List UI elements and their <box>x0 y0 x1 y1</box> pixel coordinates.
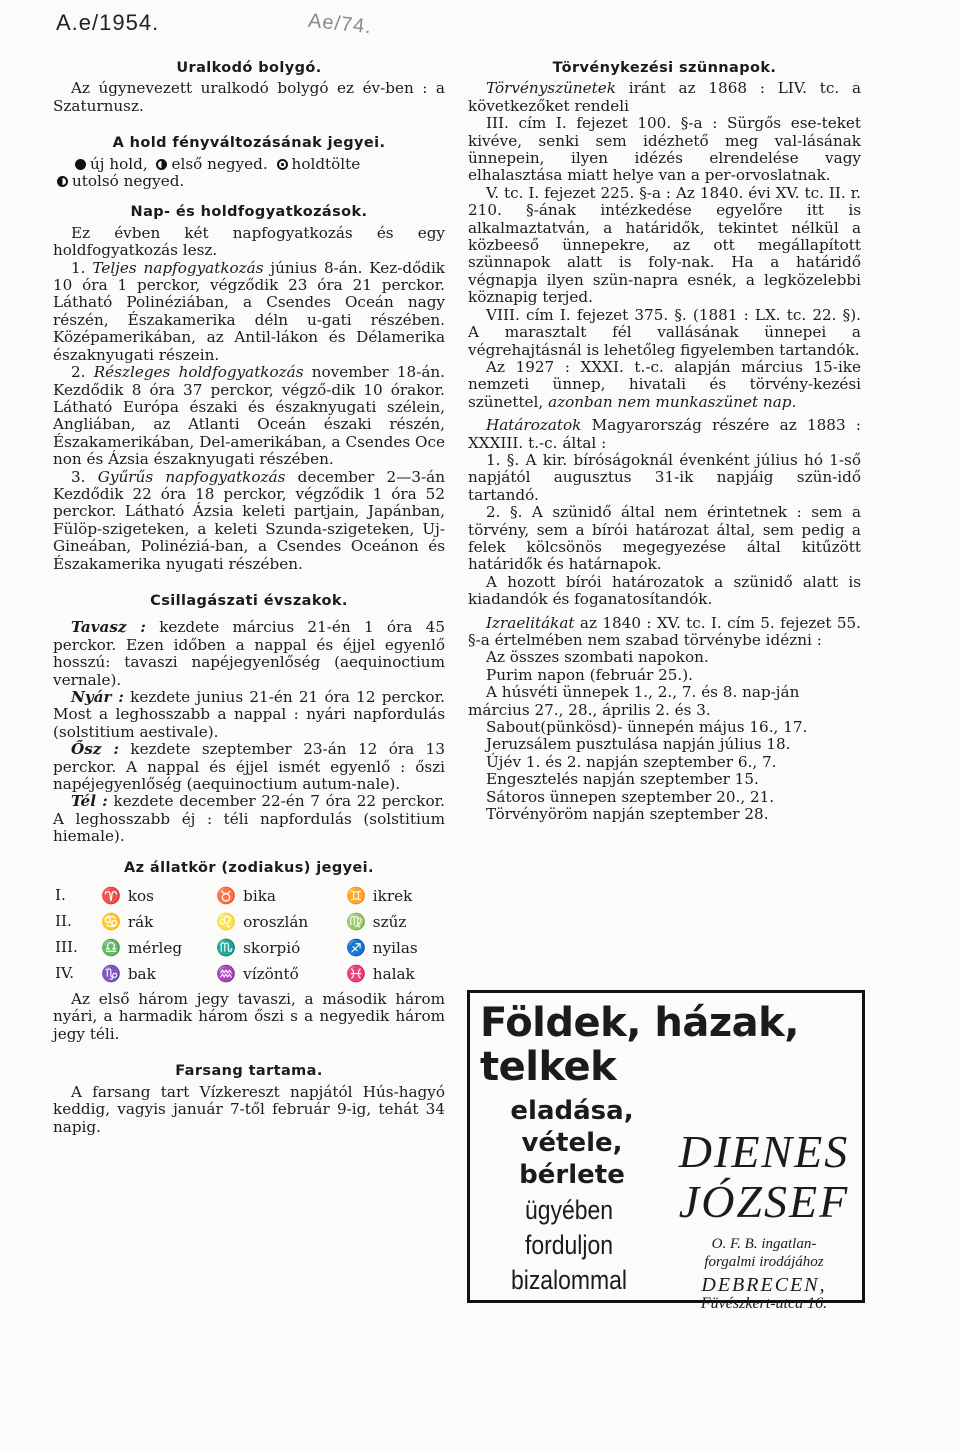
aries-icon: ♈ <box>101 885 121 905</box>
court-p2: III. cím I. fejezet 100. §-a : Sürgős ese-teket kivéve, senki sem idézhető meg val-lásának ünnepein, ilyen idézés elrendelése vagy elhalasztása miatt helye van a per-orvoslatnak. <box>468 114 861 185</box>
zodiac-heading: Az állatkör (zodiakus) jegyei. <box>124 859 374 876</box>
eclipse-2: 2. Részleges holdfogyatkozás november 18-án. Kezdődik 8 óra 37 perckor, végző-dik 10 órakor. Látható Európa északi és északnyugati szélein, Angliában, az Atlanti Oceán északi részén, Északamerikában, Del-amerikában, a Csendes Oce non és Ázsia északnyugati részében. <box>53 363 445 469</box>
season-autumn: Ősz : kezdete szeptember 23-án 12 óra 13 perckor. A nappal és éjjel ismét egyenlő : őszi napéjegyenlőség (aequinoctium autum-nale). <box>53 740 445 794</box>
left-column <box>53 60 445 1136</box>
eclipses-heading: Nap- és holdfogyatkozások. <box>130 204 368 221</box>
carnival-heading: Farsang tartama. <box>175 1063 323 1080</box>
list-item: Törvényöröm napján szeptember 28. <box>486 805 769 824</box>
court-p3: V. tc. I. fejezet 225. §-a : Az 1840. évi XV. tc. II. r. 210. §-ának intézkedése egyelőre itt is alkalmaztatván, a határidők, tekintet nélkül a közbeeső ünnepekre, az ott megállapított szünnapok alatt is foly-nak. Ha a határidő végnapja ilyen szün-napra esnék, a legközelebbi köznapig terjed. <box>468 183 861 307</box>
carnival-text: A farsang tart Vízkereszt napjától Hús-hagyó keddig, vagyis január 7-től február 9-ig, tehát 34 napig. <box>53 1082 445 1136</box>
zodiac-row: III. ♎ mérleg ♏ skorpió ♐ nyilas <box>55 937 418 957</box>
ad-call-to-action: ügyében forduljon bizalommal <box>510 1195 628 1295</box>
list-item: Engesztelés napján szeptember 15. <box>486 770 759 789</box>
sagittarius-icon: ♐ <box>346 937 366 957</box>
season-summer: Nyár : kezdete junius 21-én 21 óra 12 perckor. Most a leghosszabb a nappal : nyári napfordulás (solstitium aestivale). <box>53 688 445 741</box>
first-quarter-moon-icon <box>156 159 167 170</box>
court-p7: 1. §. A kir. bíróságoknál évenként július hó 1-ső napjától augusztus 31-ik napjáig szün-idő tartandó. <box>468 450 861 504</box>
list-item: Sátoros ünnepen szeptember 20., 21. <box>486 787 775 806</box>
taurus-icon: ♉ <box>216 885 237 905</box>
zodiac-row: I. ♈ kos ♉ bika ♊ ikrek <box>55 885 413 905</box>
court-p4: VIII. cím I. fejezet 375. §. (1881 : LX. tc. 22. §). A marasztalt fél vallásának ünnepei a végrehajtásnál is lehetőleg figyelemben tartandók. <box>468 305 861 359</box>
seasons-heading: Csillagászati évszakok. <box>150 592 348 609</box>
ruling-planet-text: Az úgynevezett uralkodó bolygó ez év-ben : a Szaturnusz. <box>53 79 445 115</box>
list-item: Purim napon (február 25.). <box>486 665 694 684</box>
capricorn-icon: ♑ <box>101 963 121 983</box>
scorpio-icon: ♏ <box>216 937 237 957</box>
last-quarter-label: utolsó negyed. <box>72 172 185 191</box>
zodiac-note: Az első három jegy tavaszi, a második három nyári, a harmadik három őszi s a negyedik három jegy téli. <box>53 990 445 1043</box>
eclipse-1: 1. Teljes napfogyatkozás június 8-án. Kez-dődik 10 óra 1 perckor, végződik 23 óra 21 perckor. Látható Polinéziában, a Csendes Oceán nagy részén, Északamerika déln u-gati részében. Középamerikában, az Antil-lákon és Délamerika északnyugati részein. <box>53 258 446 364</box>
zodiac-row: IV. ♑ bak ♒ vízöntő ♓ halak <box>55 963 415 983</box>
ad-city: DEBRECEN, <box>701 1274 827 1296</box>
full-moon-icon <box>277 159 288 170</box>
jewish-holidays-list <box>468 649 861 823</box>
zodiac-row: II. ♋ rák ♌ oroszlán ♍ szűz <box>55 911 407 931</box>
ad-headline: Földek, házak, telkek <box>480 1000 799 1090</box>
list-item: Jeruzsálem pusztulása napján július 18. <box>486 735 791 754</box>
ruling-planet-heading: Uralkodó bolygó. <box>176 60 322 76</box>
season-spring: Tavasz : kezdete március 21-én 1 óra 45 perckor. Ezen időben a nappal és éjjel egyenlő hosszú: tavaszi napéjegyenlőség (aequinoctium vernale). <box>53 618 445 689</box>
list-item: Újév 1. és 2. napján szeptember 6., 7. <box>486 752 777 771</box>
archive-reference-mark: A.e/1954. <box>56 10 160 35</box>
court-p6: Határozatok Magyarország részére az 1883 : XXXIII. t.-c. által : <box>468 416 861 452</box>
new-moon-icon <box>75 159 86 170</box>
season-winter: Tél : kezdete december 22-én 7 óra 22 perckor. A leghosszabb éj : téli napfordulás (solstitium hiemale). <box>53 792 446 846</box>
ad-services: eladása, vétele, bérlete <box>510 1096 634 1190</box>
virgo-icon: ♍ <box>346 911 366 931</box>
ad-agent-name: DIENES JÓZSEF <box>678 1126 850 1227</box>
court-p10: Izraelitákat az 1840 : XV. tc. I. cím 5. fejezet 55. §-a értelmében nem szabad törvénybe idézni : <box>468 613 862 649</box>
ad-agency: O. F. B. ingatlan- forgalmi irodájához <box>704 1236 824 1270</box>
pisces-icon: ♓ <box>346 963 366 983</box>
court-p8: 2. §. A szünidő által nem érintetnek : sem a törvény, sem a bírói határozat által, sem pedig a felek kölcsönös megegyezése által kitűzött határidők és határnapok. <box>468 503 861 574</box>
court-p5: Az 1927 : XXXI. t.-c. alapján március 15-ike nemzeti ünnep, hivatali és törvény-kezési szünettel, azonban nem munkaszünet nap. <box>468 357 861 411</box>
gemini-icon: ♊ <box>346 885 366 905</box>
aquarius-icon: ♒ <box>216 963 237 983</box>
real-estate-advertisement <box>467 990 865 1312</box>
libra-icon: ♎ <box>101 937 121 957</box>
eclipses-intro: Ez évben két napfogyatkozás és egy holdfogyatkozás lesz. <box>53 223 445 260</box>
court-p1: Törvényszünetek iránt az 1868 : LIV. tc. a következőket rendeli <box>468 79 861 115</box>
court-p9: A hozott bírói határozatok a szünidő alatt is kiadandók és foganatosítandók. <box>468 572 861 609</box>
moon-phases-heading: A hold fényváltozásának jegyei. <box>112 135 386 152</box>
list-item: A húsvéti ünnepek 1., 2., 7. és 8. nap-ján március 27., 28., április 2. és 3. <box>468 683 800 719</box>
zodiac-table <box>53 883 445 987</box>
court-holidays-heading: Törvénykezési szünnapok. <box>552 60 777 76</box>
right-column <box>468 60 861 823</box>
leo-icon: ♌ <box>216 911 237 931</box>
ad-street-address: Füvészkert-utca 16. <box>700 1295 828 1312</box>
list-item: Az összes szombati napokon. <box>486 648 709 667</box>
eclipse-3: 3. Gyűrűs napfogyatkozás december 2—3-án Kezdődik 22 óra 18 perckor, végződik 1 óra 52 perckor. Látható Ázsia keleti partjain, Japánban, Fülöp-szigeteken, a keleti Szunda-szigeteken, Uj-Gineában, Polinéziá-ban, a Csendes Oceánon és Északamerika nyugati részében. <box>53 467 445 573</box>
moon-phases-text: új hold, első negyed. holdtölte <box>53 156 445 173</box>
last-quarter-moon-icon <box>57 176 68 187</box>
list-item: Sabout(pünkösd)- ünnepén május 16., 17. <box>486 718 808 737</box>
cancer-icon: ♋ <box>101 911 121 931</box>
archive-stamp-mark: Ae/74. <box>307 9 373 39</box>
